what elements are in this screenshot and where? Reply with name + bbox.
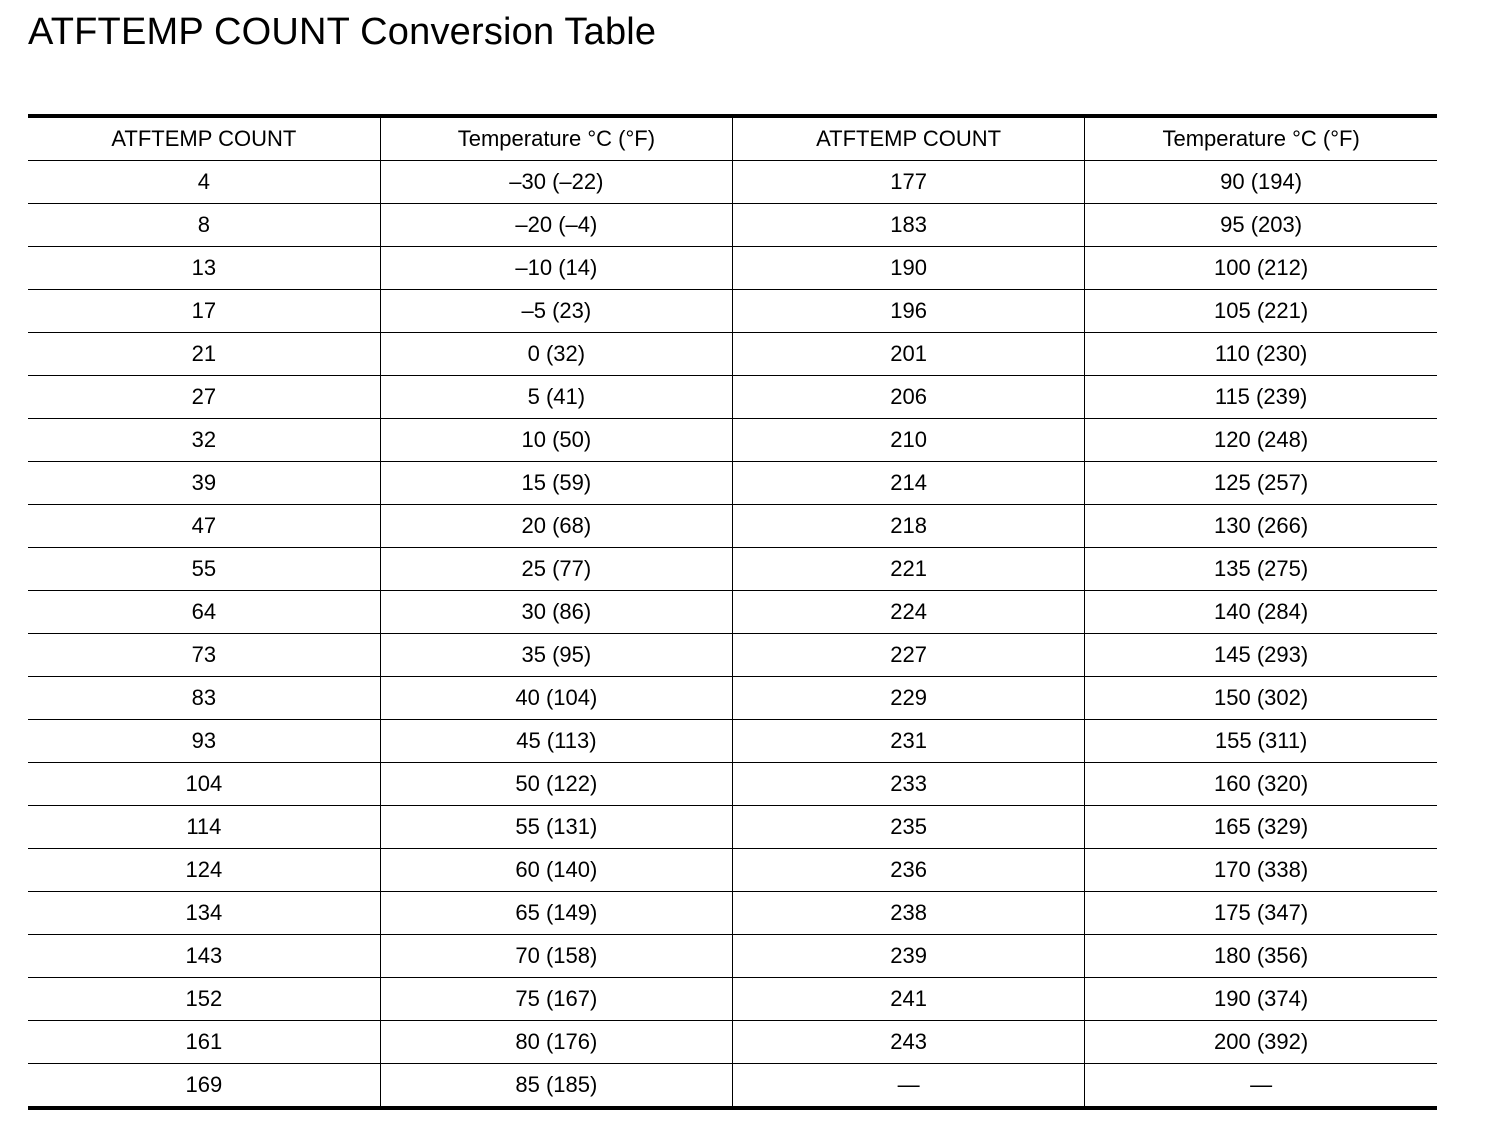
count-cell: 241 — [733, 978, 1085, 1021]
temperature-cell: 160 (320) — [1085, 763, 1437, 806]
count-cell: 229 — [733, 677, 1085, 720]
temperature-cell: 165 (329) — [1085, 806, 1437, 849]
temperature-cell: 150 (302) — [1085, 677, 1437, 720]
table-row — [28, 548, 1437, 591]
count-cell: 183 — [733, 204, 1085, 247]
temperature-cell: 55 (131) — [380, 806, 732, 849]
table-row — [28, 591, 1437, 634]
count-cell: 47 — [28, 505, 380, 548]
temperature-cell: –10 (14) — [380, 247, 732, 290]
temperature-cell: 130 (266) — [1085, 505, 1437, 548]
header-atftemp-count-left: ATFTEMP COUNT — [111, 126, 297, 151]
table-row — [28, 376, 1437, 419]
count-cell: 114 — [28, 806, 380, 849]
temperature-cell: 5 (41) — [380, 376, 732, 419]
temperature-cell: –20 (–4) — [380, 204, 732, 247]
count-cell: 196 — [733, 290, 1085, 333]
temperature-cell: 70 (158) — [380, 935, 732, 978]
temperature-cell: 125 (257) — [1085, 462, 1437, 505]
count-cell: 238 — [733, 892, 1085, 935]
count-cell: 152 — [28, 978, 380, 1021]
temperature-cell: 100 (212) — [1085, 247, 1437, 290]
count-cell: 27 — [28, 376, 380, 419]
count-cell: 4 — [28, 161, 380, 204]
count-cell: 231 — [733, 720, 1085, 763]
count-cell: 201 — [733, 333, 1085, 376]
count-cell: 210 — [733, 419, 1085, 462]
count-cell: 93 — [28, 720, 380, 763]
table-row — [28, 763, 1437, 806]
count-cell: 177 — [733, 161, 1085, 204]
table-body — [28, 161, 1437, 1109]
temperature-cell: — — [1085, 1064, 1437, 1109]
count-cell: 218 — [733, 505, 1085, 548]
count-cell: 104 — [28, 763, 380, 806]
count-cell: 32 — [28, 419, 380, 462]
temperature-cell: 20 (68) — [380, 505, 732, 548]
header-temperature-left: Temperature °C (°F) — [380, 116, 732, 161]
table-row — [28, 892, 1437, 935]
temperature-cell: 200 (392) — [1085, 1021, 1437, 1064]
table-row — [28, 806, 1437, 849]
table-row — [28, 204, 1437, 247]
count-cell: 243 — [733, 1021, 1085, 1064]
temperature-cell: 85 (185) — [380, 1064, 732, 1109]
header-atftemp-count-right: ATFTEMP COUNT — [733, 116, 1085, 161]
temperature-cell: 120 (248) — [1085, 419, 1437, 462]
header-temperature-right: Temperature °C (°F) — [1085, 116, 1437, 161]
temperature-cell: 30 (86) — [380, 591, 732, 634]
count-cell: 39 — [28, 462, 380, 505]
temperature-cell: 35 (95) — [380, 634, 732, 677]
temperature-cell: 175 (347) — [1085, 892, 1437, 935]
count-cell: 8 — [28, 204, 380, 247]
temperature-cell: 135 (275) — [1085, 548, 1437, 591]
temperature-cell: 80 (176) — [380, 1021, 732, 1064]
count-cell: 227 — [733, 634, 1085, 677]
table-row — [28, 677, 1437, 720]
table-row — [28, 935, 1437, 978]
count-cell: 190 — [733, 247, 1085, 290]
temperature-cell: 140 (284) — [1085, 591, 1437, 634]
temperature-cell: 170 (338) — [1085, 849, 1437, 892]
table-row — [28, 634, 1437, 677]
count-cell: 73 — [28, 634, 380, 677]
temperature-cell: 95 (203) — [1085, 204, 1437, 247]
count-cell: 21 — [28, 333, 380, 376]
temperature-cell: 105 (221) — [1085, 290, 1437, 333]
temperature-cell: 15 (59) — [380, 462, 732, 505]
temperature-cell: –5 (23) — [380, 290, 732, 333]
temperature-cell: 190 (374) — [1085, 978, 1437, 1021]
temperature-cell: 50 (122) — [380, 763, 732, 806]
count-cell: 13 — [28, 247, 380, 290]
temperature-cell: 155 (311) — [1085, 720, 1437, 763]
table-row — [28, 849, 1437, 892]
count-cell: 169 — [28, 1064, 380, 1109]
table-row — [28, 419, 1437, 462]
temperature-cell: 0 (32) — [380, 333, 732, 376]
count-cell: 235 — [733, 806, 1085, 849]
table-row — [28, 978, 1437, 1021]
temperature-cell: 25 (77) — [380, 548, 732, 591]
temperature-cell: 180 (356) — [1085, 935, 1437, 978]
table-row — [28, 290, 1437, 333]
table-row — [28, 720, 1437, 763]
table-row — [28, 1064, 1437, 1109]
temperature-cell: 115 (239) — [1085, 376, 1437, 419]
table-row — [28, 462, 1437, 505]
count-cell: 224 — [733, 591, 1085, 634]
temperature-cell: 145 (293) — [1085, 634, 1437, 677]
count-cell: 55 — [28, 548, 380, 591]
count-cell: 233 — [733, 763, 1085, 806]
temperature-cell: 45 (113) — [380, 720, 732, 763]
table-header-row — [28, 116, 1437, 161]
count-cell: 83 — [28, 677, 380, 720]
count-cell: 206 — [733, 376, 1085, 419]
table-row — [28, 247, 1437, 290]
count-cell: 161 — [28, 1021, 380, 1064]
conversion-table — [28, 114, 1437, 1110]
count-cell: 221 — [733, 548, 1085, 591]
count-cell: 236 — [733, 849, 1085, 892]
table-row — [28, 1021, 1437, 1064]
temperature-cell: 110 (230) — [1085, 333, 1437, 376]
count-cell: — — [733, 1064, 1085, 1109]
temperature-cell: 60 (140) — [380, 849, 732, 892]
table-row — [28, 333, 1437, 376]
temperature-cell: 40 (104) — [380, 677, 732, 720]
count-cell: 239 — [733, 935, 1085, 978]
count-cell: 124 — [28, 849, 380, 892]
count-cell: 143 — [28, 935, 380, 978]
temperature-cell: 75 (167) — [380, 978, 732, 1021]
table-row — [28, 161, 1437, 204]
table-row — [28, 505, 1437, 548]
count-cell: 17 — [28, 290, 380, 333]
temperature-cell: 65 (149) — [380, 892, 732, 935]
count-cell: 134 — [28, 892, 380, 935]
temperature-cell: –30 (–22) — [380, 161, 732, 204]
count-cell: 64 — [28, 591, 380, 634]
temperature-cell: 90 (194) — [1085, 161, 1437, 204]
page-title: ATFTEMP COUNT Conversion Table — [28, 11, 657, 53]
count-cell: 214 — [733, 462, 1085, 505]
temperature-cell: 10 (50) — [380, 419, 732, 462]
